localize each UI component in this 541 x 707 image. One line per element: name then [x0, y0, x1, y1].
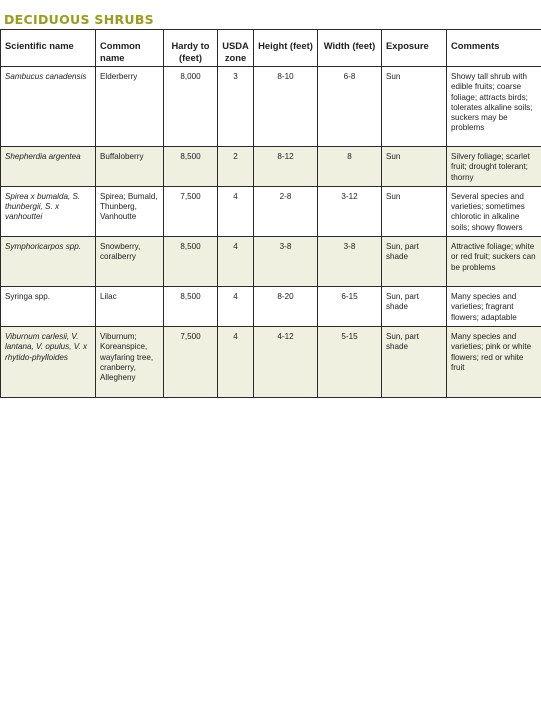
column-header-exposure: Exposure [382, 30, 447, 67]
cell-height: 4-12 [254, 326, 318, 397]
cell-height: 3-8 [254, 237, 318, 287]
cell-scientific: Symphoricarpos spp. [1, 237, 96, 287]
cell-hardy: 8,000 [164, 67, 218, 147]
column-header-width: Width (feet) [318, 30, 382, 67]
cell-width: 3-8 [318, 237, 382, 287]
header-row [1, 30, 541, 67]
cell-zone: 4 [218, 237, 254, 287]
cell-height: 8-10 [254, 67, 318, 147]
deciduous-shrubs-table [0, 29, 541, 398]
table-row [1, 237, 541, 287]
cell-scientific: Shepherdia argentea [1, 147, 96, 187]
cell-hardy: 7,500 [164, 186, 218, 236]
cell-zone: 4 [218, 287, 254, 327]
cell-scientific: Spirea x bumalda, S. thunbergii, S. x vanhouttei [1, 186, 96, 236]
column-header-scientific: Scientific name [1, 30, 96, 67]
cell-width: 3-12 [318, 186, 382, 236]
cell-hardy: 8,500 [164, 287, 218, 327]
cell-exposure: Sun [382, 67, 447, 147]
cell-comments: Several species and varieties; sometimes chlorotic in alkaline soils; showy flowers [447, 186, 541, 236]
cell-scientific: Viburnum carlesii, V. lantana, V. opulus, V. x rhytido-phylloides [1, 326, 96, 397]
cell-common: Lilac [96, 287, 164, 327]
cell-zone: 4 [218, 186, 254, 236]
table-row [1, 67, 541, 147]
cell-hardy: 8,500 [164, 237, 218, 287]
cell-height: 2-8 [254, 186, 318, 236]
table-row [1, 326, 541, 397]
column-header-comments: Comments [447, 30, 541, 67]
table-row [1, 147, 541, 187]
cell-comments: Many species and varieties; pink or white flowers; red or white fruit [447, 326, 541, 397]
cell-height: 8-20 [254, 287, 318, 327]
cell-common: Buffaloberry [96, 147, 164, 187]
cell-comments: Showy tall shrub with edible fruits; coarse foliage; attracts birds; tolerates alkaline soils; suckers may be problems [447, 67, 541, 147]
cell-common: Viburnum; Koreanspice, wayfaring tree, cranberry, Allegheny [96, 326, 164, 397]
cell-width: 6-8 [318, 67, 382, 147]
cell-exposure: Sun, part shade [382, 326, 447, 397]
cell-exposure: Sun, part shade [382, 237, 447, 287]
cell-scientific: Syringa spp. [1, 287, 96, 327]
column-header-hardy: Hardy to (feet) [164, 30, 218, 67]
cell-common: Snowberry, coralberry [96, 237, 164, 287]
cell-zone: 4 [218, 326, 254, 397]
cell-exposure: Sun, part shade [382, 287, 447, 327]
cell-hardy: 8,500 [164, 147, 218, 187]
column-header-height: Height (feet) [254, 30, 318, 67]
column-header-common: Common name [96, 30, 164, 67]
table-row [1, 186, 541, 236]
cell-comments: Silvery foliage; scarlet fruit; drought tolerant; thorny [447, 147, 541, 187]
cell-common: Elderberry [96, 67, 164, 147]
table-row [1, 287, 541, 327]
cell-scientific: Sambucus canadensis [1, 67, 96, 147]
cell-exposure: Sun [382, 186, 447, 236]
cell-width: 5-15 [318, 326, 382, 397]
cell-width: 8 [318, 147, 382, 187]
cell-common: Spirea; Bumald, Thunberg, Vanhoutte [96, 186, 164, 236]
cell-zone: 2 [218, 147, 254, 187]
cell-exposure: Sun [382, 147, 447, 187]
cell-comments: Attractive foliage; white or red fruit; suckers can be problems [447, 237, 541, 287]
cell-comments: Many species and varieties; fragrant flowers; adaptable [447, 287, 541, 327]
cell-zone: 3 [218, 67, 254, 147]
table-title: DECIDUOUS SHRUBS [4, 12, 154, 27]
cell-height: 8-12 [254, 147, 318, 187]
cell-hardy: 7,500 [164, 326, 218, 397]
column-header-zone: USDA zone [218, 30, 254, 67]
cell-width: 6-15 [318, 287, 382, 327]
